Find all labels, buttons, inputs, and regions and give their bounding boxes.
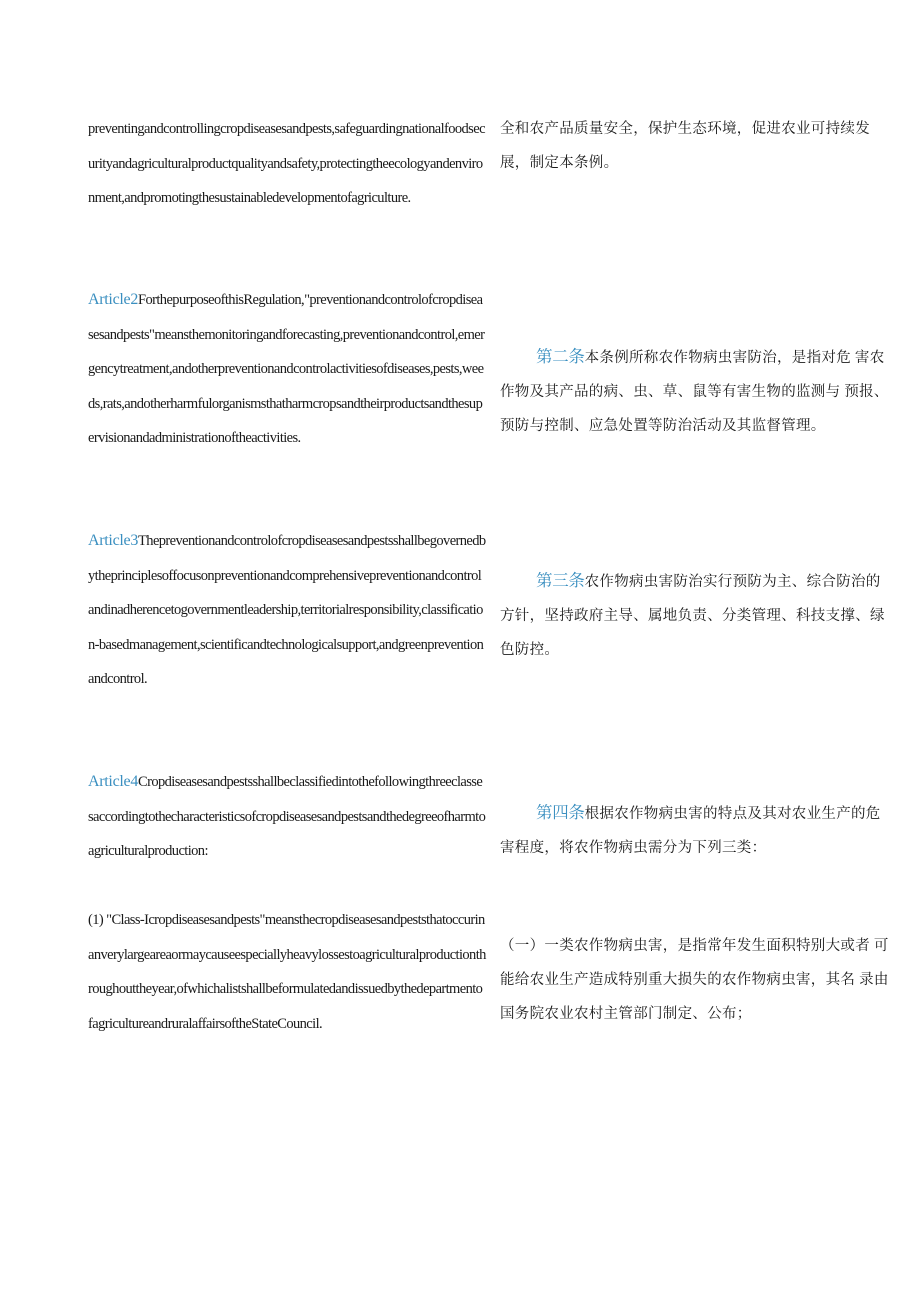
en-article-2-text: ForthepurposeofthisRegulation,"preventionandcontrolofcropdiseasesandpests"meansthemonitoringandforecasting,preventionandcontrol,emergencytreatment,andotherpreventionandcontrolactivitiesofdiseases,pests,weeds,rats,andotherharmfulorganismsthatharmcropsandtheirproductsandthesupervisionandadministrationoftheactivities. xyxy=(88,292,485,446)
zh-item-1-text: （一）一类农作物病虫害，是指常年发生面积特别大或者 可能给农业生产造成特别重大损失的农作物病虫害，其名 录由国务院农业农村主管部门制定、公布； xyxy=(500,938,889,1022)
en-article-3 xyxy=(88,524,486,697)
en-item-1 xyxy=(88,903,486,1041)
en-article-4-text: Cropdiseasesandpestsshallbeclassifiedintothefollowingthreeclassesaccordingtothecharacteristicsofcropdiseasesandpestsandthedegreeofharmtoagriculturalproduction: xyxy=(88,774,486,859)
zh-article-2 xyxy=(500,340,892,443)
en-paragraph-1-text: preventingandcontrollingcropdiseasesandpests,safeguardingnationalfoodsecurityandagriculturalproductqualityandsafety,protectingtheecologyandenvironment,andpromotingthesustainabledevelopmentofagriculture. xyxy=(88,121,485,206)
zh-article-3 xyxy=(500,564,892,667)
zh-article-4 xyxy=(500,796,892,865)
zh-article-2-label: 第二条 xyxy=(536,347,585,366)
zh-item-1 xyxy=(500,929,892,1031)
zh-paragraph-1 xyxy=(500,112,892,180)
zh-article-4-text: 根据农作物病虫害的特点及其对农业生产的危害程度，将农作物病虫需分为下列三类： xyxy=(500,806,881,856)
en-article-3-label: Article3 xyxy=(88,532,139,549)
en-article-3-text: Thepreventionandcontrolofcropdiseasesandpestsshallbegovernedbytheprinciplesoffocusonpreventionandcomprehensivepreventionandcontrolandinadherencetogovernmentleadership,territorialresponsibility,classification-basedmanagement,scientificandtechnologicalsupport,andgreenpreventionandcontrol. xyxy=(88,533,486,687)
en-article-4-label: Article4 xyxy=(88,773,139,790)
en-article-4 xyxy=(88,765,486,869)
en-item-1-text: (1) "Class-Icropdiseasesandpests"meansthecropdiseasesandpeststhatoccurinanverylargeareaormaycauseespeciallyheavylossestoagriculturalproductionthroughouttheyear,ofwhichalistshallbeformulatedandissuedbythedepartmentofagricultureandruralaffairsoftheStateCouncil. xyxy=(88,912,486,1032)
zh-article-2-text: 本条例所称农作物病虫害防治，是指对危 害农作物及其产品的病、虫、草、鼠等有害生物的监测与 预报、预防与控制、应急处置等防治活动及其监督管理。 xyxy=(500,350,889,434)
zh-article-3-text: 农作物病虫害防治实行预防为主、综合防治的方针，坚持政府主导、属地负责、分类管理、科技支撑、绿色防控。 xyxy=(500,574,885,658)
en-article-2-label: Article2 xyxy=(88,291,139,308)
zh-article-3-label: 第三条 xyxy=(536,571,585,590)
en-article-2 xyxy=(88,283,486,456)
en-paragraph-1 xyxy=(88,112,486,216)
zh-paragraph-1-text: 全和农产品质量安全，保护生态环境，促进农业可持续发展，制定本条例。 xyxy=(500,121,870,171)
zh-article-4-label: 第四条 xyxy=(536,803,585,822)
